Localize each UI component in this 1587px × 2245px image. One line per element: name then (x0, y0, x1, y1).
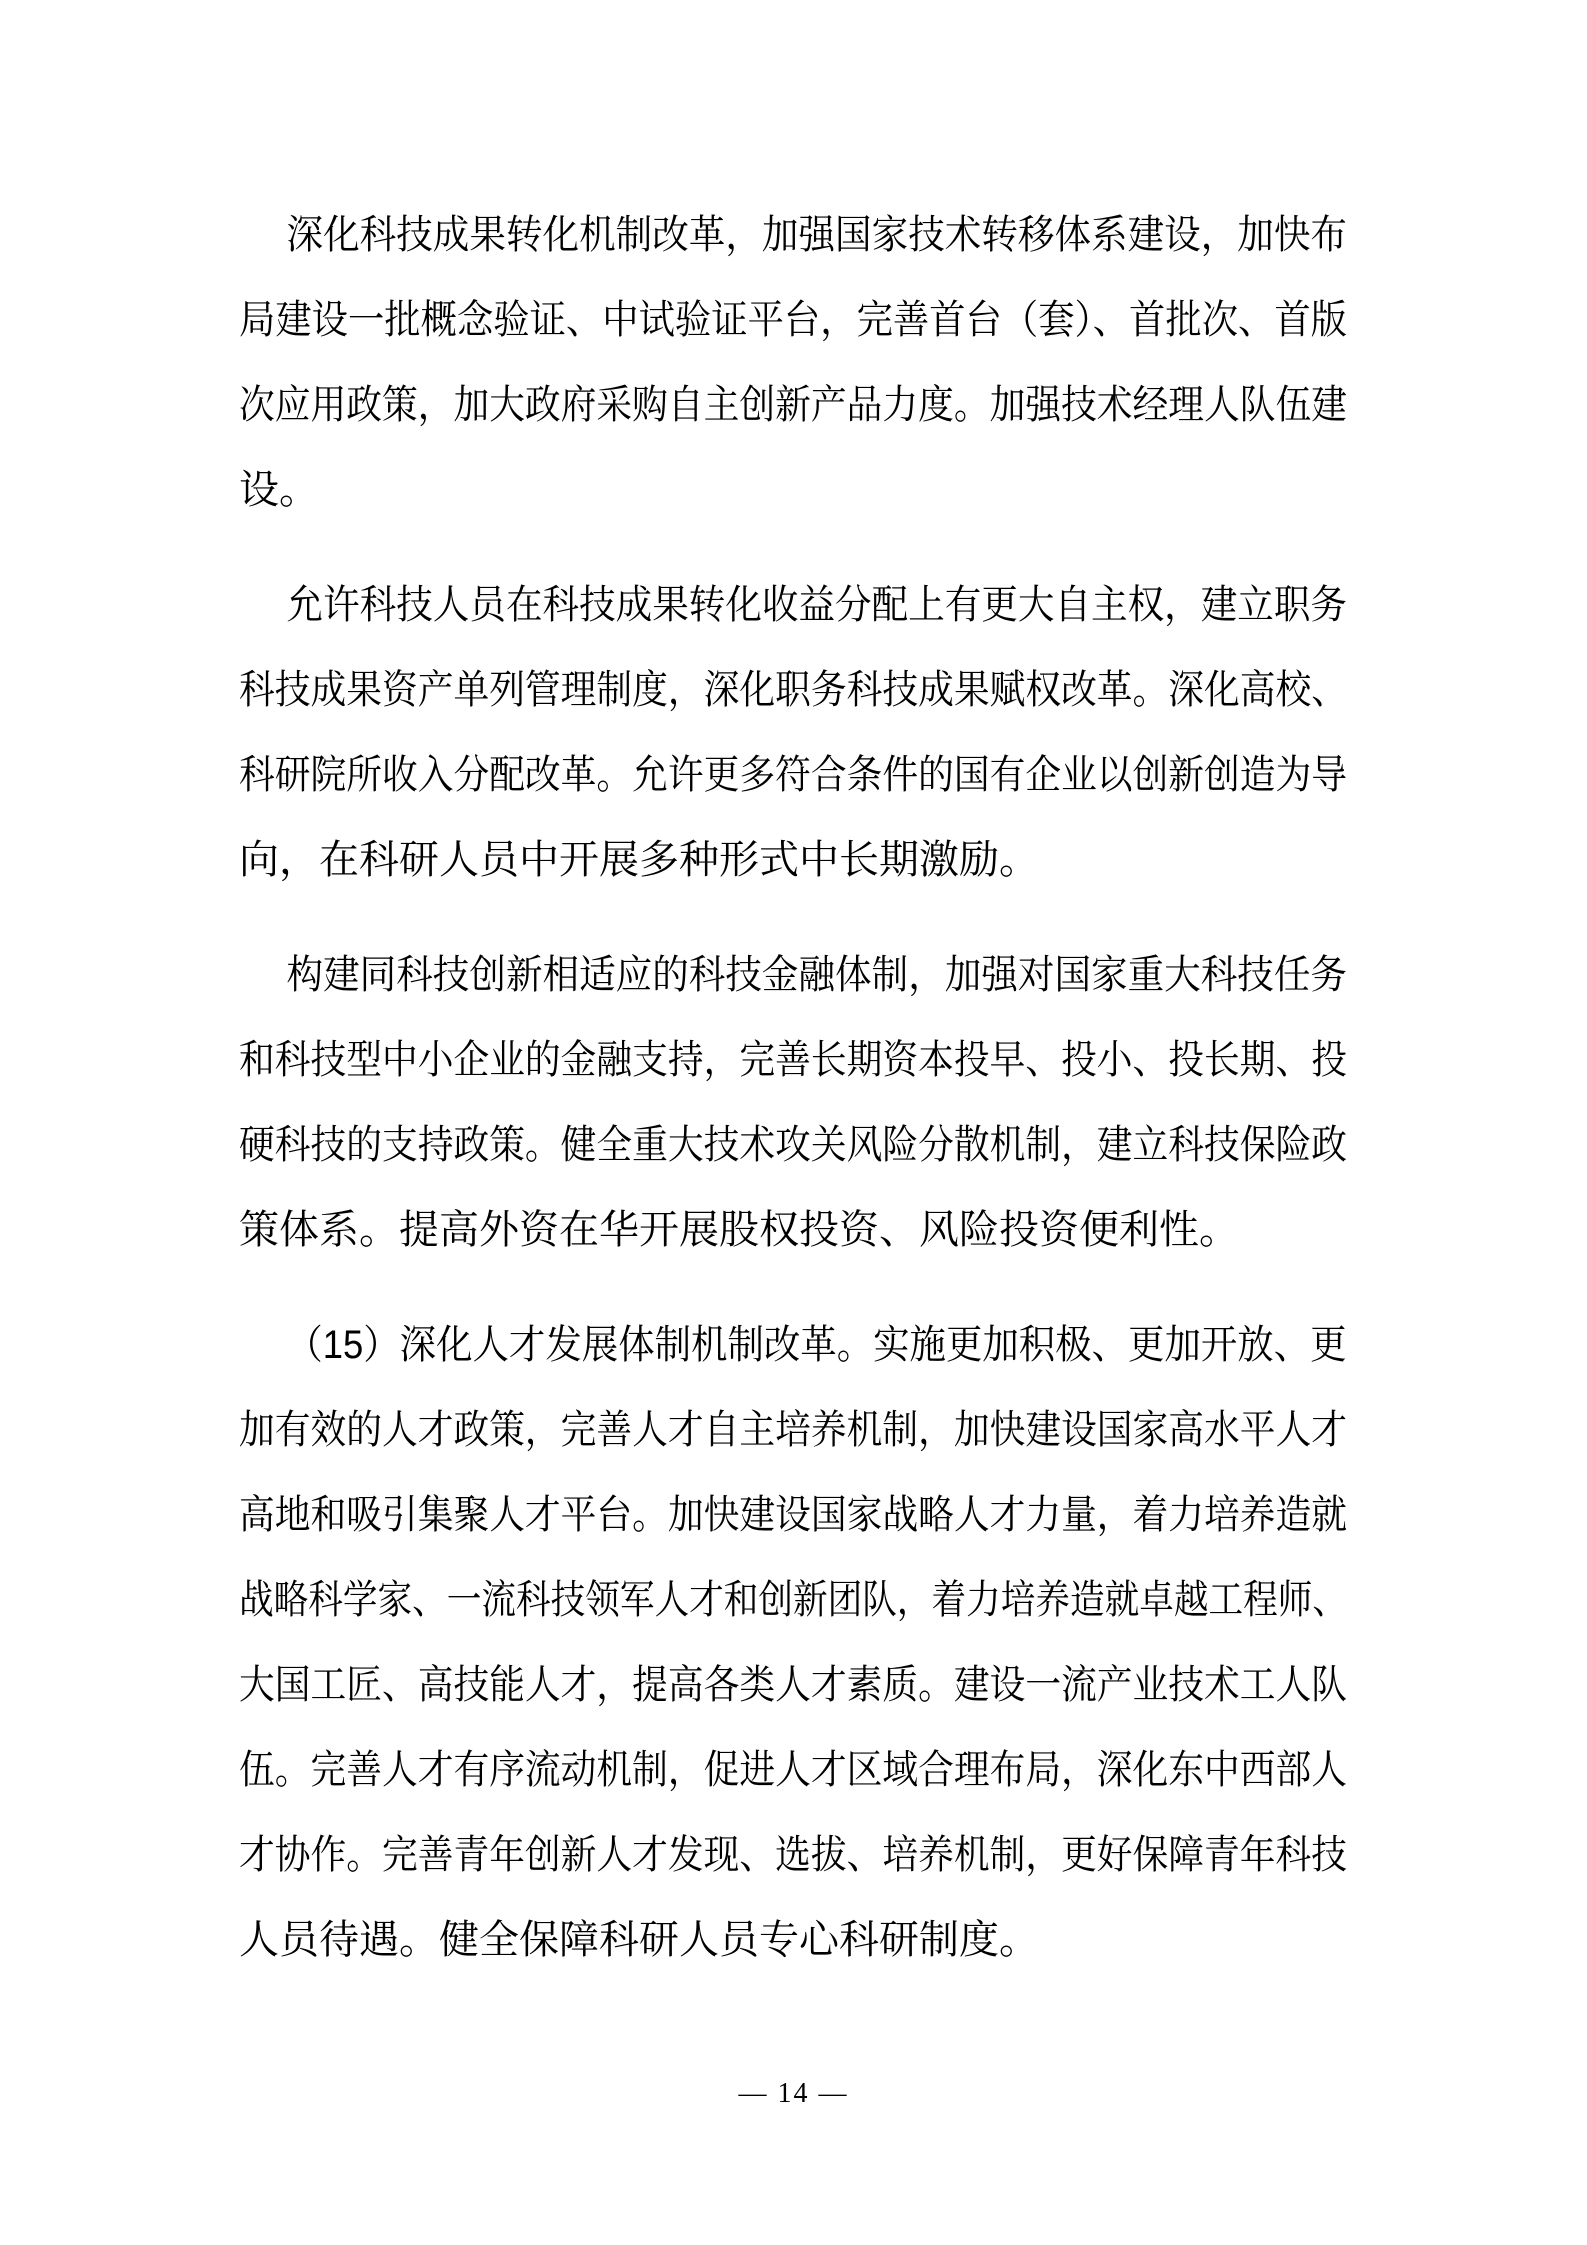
paragraph (239, 1303, 1347, 1983)
text-line: 伍。完善人才有序流动机制，促进人才区域合理布局，深化东中西部人 (239, 1748, 1347, 1792)
page-footer (0, 2078, 1587, 2110)
text-line: 允许科技人员在科技成果转化收益分配上有更大自主权，建立职务 (286, 583, 1347, 627)
paragraph (239, 193, 1347, 533)
text-line: 策体系。提高外资在华开展股权投资、风险投资便利性。 (239, 1208, 1239, 1252)
text-line: 大国工匠、高技能人才，提高各类人才素质。建设一流产业技术工人队 (239, 1663, 1347, 1707)
text-line: 次应用政策，加大政府采购自主创新产品力度。加强技术经理人队伍建 (239, 383, 1347, 427)
text-line: 高地和吸引集聚人才平台。加快建设国家战略人才力量，着力培养造就 (239, 1493, 1347, 1537)
text-line: 加有效的人才政策，完善人才自主培养机制，加快建设国家高水平人才 (239, 1408, 1347, 1452)
document-body (239, 193, 1347, 2013)
text-line: 构建同科技创新相适应的科技金融体制，加强对国家重大科技任务 (286, 953, 1347, 997)
text-line: 设。 (239, 468, 319, 512)
text-line: 局建设一批概念验证、中试验证平台，完善首台（套）、首批次、首版 (239, 298, 1347, 342)
text-line: 深化科技成果转化机制改革，加强国家技术转移体系建设，加快布 (286, 213, 1347, 257)
text-line: 科技成果资产单列管理制度，深化职务科技成果赋权改革。深化高校、 (239, 668, 1347, 712)
page-number: — 14 — (738, 2078, 849, 2109)
text-line: 才协作。完善青年创新人才发现、选拔、培养机制，更好保障青年科技 (239, 1833, 1347, 1877)
text-line: 硬科技的支持政策。健全重大技术攻关风险分散机制，建立科技保险政 (239, 1123, 1347, 1167)
paragraph (239, 933, 1347, 1273)
text-line: 战略科学家、一流科技领军人才和创新团队，着力培养造就卓越工程师、 (239, 1578, 1347, 1622)
text-line: 和科技型中小企业的金融支持，完善长期资本投早、投小、投长期、投 (239, 1038, 1347, 1082)
text-line: 向，在科研人员中开展多种形式中长期激励。 (239, 838, 1039, 882)
text-line: （15）深化人才发展体制机制改革。实施更加积极、更加开放、更 (286, 1323, 1347, 1367)
paragraph (239, 563, 1347, 903)
text-line: 人员待遇。健全保障科研人员专心科研制度。 (239, 1918, 1039, 1962)
text-line: 科研院所收入分配改革。允许更多符合条件的国有企业以创新创造为导 (239, 753, 1347, 797)
